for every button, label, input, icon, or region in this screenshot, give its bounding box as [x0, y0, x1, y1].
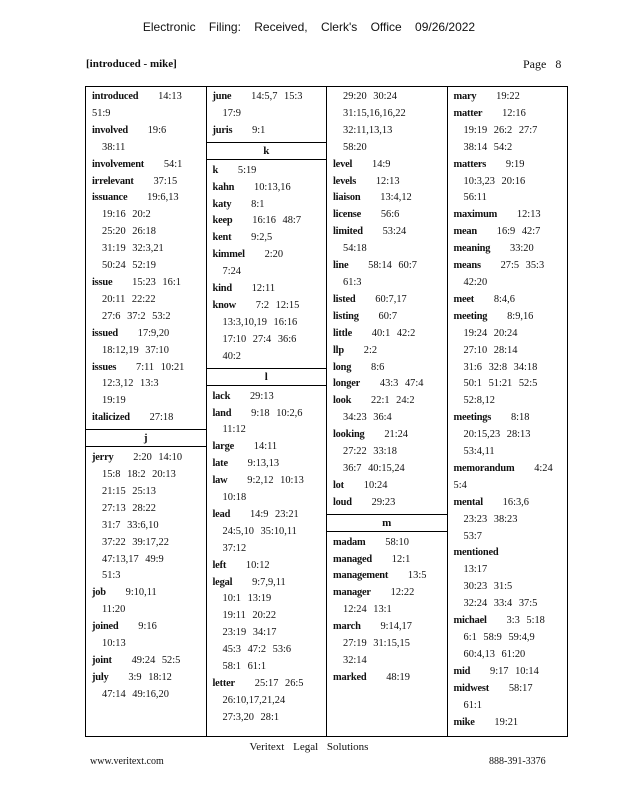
index-term: legal: [212, 576, 233, 588]
page-line-refs: 9:18 10:2,6: [231, 407, 303, 419]
page-line-refs: 8:1: [231, 198, 265, 210]
page-line-refs: 43:3 47:4: [360, 378, 424, 390]
page-line-refs: 9:1: [232, 124, 266, 136]
index-entry: [213, 89, 321, 123]
page-line-refs: 47:14 49:16,20: [102, 688, 169, 700]
index-entry: [213, 473, 321, 507]
index-term: mary: [453, 91, 477, 102]
index-entry: [454, 681, 562, 715]
index-entry: [92, 89, 200, 123]
index-term: loud: [333, 496, 352, 508]
index-term: little: [333, 327, 352, 339]
index-entry: [333, 376, 441, 393]
page-line-refs: 48:19: [366, 671, 410, 683]
page-line-refs: 11:12: [222, 424, 246, 436]
index-term: jerry: [92, 452, 114, 464]
index-term: mentioned: [453, 547, 499, 559]
page-line-refs: 12:3,12 13:3: [102, 378, 159, 390]
index-entry: [333, 552, 441, 569]
page-line-refs: 9:19: [486, 158, 525, 170]
index-entry: [92, 410, 200, 427]
page-line-refs: 27:10 28:14: [463, 344, 518, 356]
index-term: mean: [453, 226, 477, 238]
index-entry: [454, 292, 562, 309]
page-line-refs: 7:24: [222, 266, 241, 278]
page-line-refs: 13:3,10,19 16:16: [222, 316, 298, 328]
page-line-refs: 37:15: [133, 175, 178, 187]
index-entry: [92, 619, 200, 653]
index-term: lot: [333, 479, 344, 491]
page-line-refs: 21:15 25:13: [102, 485, 156, 497]
page-line-refs: 14:9: [352, 158, 391, 170]
index-entry: [333, 360, 441, 377]
index-entry: [213, 575, 321, 676]
page-line-refs: 38:11: [102, 141, 126, 153]
index-entry: [333, 326, 441, 343]
index-term: italicized: [92, 412, 130, 424]
page-line-refs: 10:13: [102, 638, 126, 650]
index-term: march: [333, 621, 361, 633]
page-line-refs: 3:9 18:12: [108, 671, 172, 683]
index-term: maximum: [453, 209, 498, 221]
index-entry: [92, 174, 200, 191]
page-line-refs: 58:17: [489, 682, 533, 694]
page-line-refs: 2:20 14:10: [113, 452, 183, 464]
index-entry: [92, 653, 200, 670]
page-line-refs: 14:13 51:9: [92, 91, 182, 119]
page-line-refs: 19:24 20:24: [463, 327, 518, 339]
index-entry: [454, 715, 562, 732]
page-line-refs: 6:1 58:9 59:4,9: [463, 632, 535, 643]
index-term: july: [92, 671, 109, 683]
index-entry: [213, 558, 321, 575]
page-line-refs: 9:7,9,11: [232, 576, 286, 588]
page-line-refs: 19:11 20:22: [222, 610, 277, 622]
index-term: kimmel: [212, 249, 245, 261]
page-line-refs: 32:11,13,13: [343, 124, 393, 136]
page-line-refs: 14:5,7 15:3: [231, 91, 303, 102]
index-term: matter: [453, 107, 483, 119]
index-entry: [92, 450, 200, 585]
index-entry: [92, 275, 200, 326]
page-line-refs: 7:11 10:21: [116, 361, 185, 373]
index-term: joint: [92, 655, 112, 666]
page-line-refs: 10:24: [343, 479, 388, 491]
page-line-refs: 11:20: [102, 604, 126, 616]
page-line-refs: 12:24 13:1: [343, 604, 392, 616]
index-term: june: [212, 91, 232, 102]
page-line-refs: 56:11: [463, 192, 487, 204]
page-line-refs: 31:7 33:6,10: [102, 519, 159, 531]
index-term: meaning: [453, 243, 491, 255]
section-letter: l: [207, 368, 327, 386]
page-line-refs: 33:20: [490, 243, 534, 255]
index-entry: [92, 670, 200, 704]
page-line-refs: 61:3: [343, 276, 362, 288]
index-entry: [333, 535, 441, 552]
index-entry: [92, 123, 200, 157]
index-term: llp: [333, 344, 344, 356]
index-entry: [333, 157, 441, 174]
page-line-refs: 40:2: [222, 350, 241, 362]
page-line-refs: 9:2,12 10:13: [227, 475, 304, 487]
page-line-refs: 19:6: [127, 124, 167, 136]
index-term: mid: [453, 665, 471, 677]
index-column-2: [206, 87, 327, 736]
page-line-refs: 10:3,23 20:16: [463, 175, 526, 187]
index-entry: [333, 343, 441, 360]
page-line-refs: 22:1 24:2: [351, 395, 415, 407]
index-term: katy: [212, 198, 232, 210]
index-term: meeting: [453, 310, 488, 322]
index-term: law: [212, 475, 228, 487]
page-line-refs: 2:2: [343, 344, 378, 356]
index-entry: [333, 670, 441, 687]
page-line-refs: 23:19 34:17: [222, 627, 277, 639]
page-line-refs: 17:9,20: [117, 327, 170, 339]
page-line-refs: 16:16 48:7: [232, 215, 302, 227]
index-term: mental: [453, 496, 483, 508]
page-line-refs: 27:22 33:18: [343, 446, 397, 458]
index-term: liaison: [333, 192, 361, 204]
page-line-refs: 8:4,6: [474, 293, 515, 305]
page-line-refs: 58:1 61:1: [222, 661, 267, 673]
index-entry: [454, 309, 562, 410]
page-line-refs: 32:24 33:4 37:5: [463, 598, 538, 610]
index-entry: [333, 174, 441, 191]
index-term: madam: [333, 536, 366, 548]
page-line-refs: 19:22: [476, 91, 520, 102]
index-entry: [333, 619, 441, 670]
index-range: [introduced - mike]: [86, 58, 177, 70]
page-line-refs: 58:14 60:7: [348, 260, 417, 272]
index-entry: [213, 456, 321, 473]
index-entry: [333, 292, 441, 309]
page-line-refs: 53:7: [463, 530, 482, 542]
page-line-refs: 7:2 12:15: [235, 299, 300, 311]
page-line-refs: 36:7 40:15,24: [343, 462, 405, 474]
page-line-refs: 27:5 35:3: [480, 260, 545, 272]
index-term: management: [333, 570, 389, 582]
page-line-refs: 21:24: [364, 429, 408, 441]
page-line-refs: 38:14 54:2: [463, 141, 513, 153]
footer-phone: 888-391-3376: [489, 756, 546, 767]
page-line-refs: 54:1: [144, 158, 183, 170]
page-line-refs: 18:12,19 37:10: [102, 344, 169, 356]
index-term: know: [212, 299, 236, 311]
page-line-refs: 12:22: [370, 587, 415, 599]
index-term: marked: [333, 671, 367, 683]
index-term: license: [333, 209, 362, 221]
page-line-refs: 14:11: [234, 441, 278, 453]
index-term: introduced: [92, 91, 139, 102]
page-line-refs: 8:9,16: [487, 310, 534, 322]
page-line-refs: 31:15,16,16,22: [343, 107, 406, 119]
index-term: manager: [333, 587, 371, 599]
index-entry: [333, 393, 441, 427]
page-line-refs: 19:6,13: [127, 192, 179, 204]
index-entry: [454, 495, 562, 546]
footer-company: Veritext Legal Solutions: [249, 741, 369, 753]
footer-website: www.veritext.com: [90, 756, 164, 767]
index-term: long: [333, 361, 352, 373]
page-line-refs: 19:16 20:2: [102, 209, 151, 221]
index-column-1: [86, 87, 206, 736]
page-line-refs: 54:18: [343, 243, 367, 255]
index-term: kent: [212, 232, 232, 244]
page-line-refs: 20:11 22:22: [102, 293, 156, 305]
page-line-refs: 25:20 26:18: [102, 226, 156, 238]
page-line-refs: 49:24 52:5: [111, 655, 181, 666]
page-line-refs: 58:10: [365, 536, 409, 548]
index-term: listing: [333, 310, 359, 322]
page-line-refs: 3:3 5:18: [486, 615, 545, 627]
page-line-refs: 8:6: [351, 361, 385, 373]
page-line-refs: 12:16: [482, 107, 526, 119]
page-line-refs: 61:1: [463, 699, 482, 711]
index-entry: [213, 123, 321, 140]
page-line-refs: 9:17 10:14: [470, 665, 539, 677]
index-entry: [454, 157, 562, 208]
page-line-refs: 5:19: [218, 164, 257, 176]
index-entry: [213, 213, 321, 230]
index-term: kind: [212, 283, 232, 295]
index-entry: [454, 106, 562, 157]
page-line-refs: 60:4,13 61:20: [463, 648, 526, 660]
page-line-refs: 16:9 42:7: [476, 226, 541, 238]
index-entry: [213, 389, 321, 406]
page-line-refs: 17:9: [222, 107, 241, 119]
page-line-refs: 19:19 26:2 27:7: [463, 124, 538, 136]
index-entry: [333, 585, 441, 619]
index-term: land: [212, 407, 232, 419]
page-line-refs: 8:18: [491, 412, 530, 424]
index-term: lack: [212, 390, 231, 402]
index-term: mike: [453, 716, 475, 728]
index-entry: [92, 190, 200, 275]
page-line-refs: 9:16: [118, 621, 157, 633]
index-entry: [454, 241, 562, 258]
index-term: issuance: [92, 192, 128, 204]
page-line-refs: 40:1 42:2: [352, 327, 416, 339]
index-entry: [213, 676, 321, 727]
index-entry: [213, 197, 321, 214]
page-line-refs: 20:15,23 28:13: [463, 429, 531, 441]
index-term: michael: [453, 615, 487, 627]
index-term: level: [333, 158, 353, 170]
index-entry: [333, 478, 441, 495]
index-entry: [454, 461, 562, 495]
index-entry: [454, 410, 562, 461]
index-entry: [454, 224, 562, 241]
index-entry: [454, 664, 562, 681]
index-entry: [213, 230, 321, 247]
index-entry: [213, 439, 321, 456]
index-entry: [213, 281, 321, 298]
index-term: longer: [333, 378, 361, 390]
index-term: involvement: [92, 158, 145, 170]
index-term: meetings: [453, 412, 492, 424]
index-term: lead: [212, 508, 231, 520]
index-entry: [213, 298, 321, 366]
page-line-refs: 56:6: [361, 209, 400, 221]
section-letter: k: [207, 142, 327, 160]
index-term: midwest: [453, 682, 490, 694]
index-term: issues: [92, 361, 117, 373]
page-line-refs: 9:14,17: [360, 621, 412, 633]
page-line-refs: 10:18: [222, 492, 247, 504]
index-term: joined: [92, 621, 119, 633]
index-entry: [333, 309, 441, 326]
page-line-refs: 50:1 51:21 52:5: [463, 378, 538, 390]
page-line-refs: 10:13,16: [234, 181, 291, 193]
page-line-refs: 26:10,17,21,24: [222, 694, 286, 706]
index-entry: [333, 89, 441, 157]
page-line-refs: 29:13: [230, 390, 274, 402]
index-entry: [92, 326, 200, 360]
page-line-refs: 30:23 31:5: [463, 581, 513, 593]
section-letter: m: [327, 514, 447, 532]
index-term: job: [92, 587, 106, 599]
page-line-refs: 9:10,11: [105, 587, 157, 599]
index-term: limited: [333, 226, 363, 238]
index-term: late: [212, 458, 228, 470]
index-term: look: [333, 395, 352, 407]
page-line-refs: 9:2,5: [231, 232, 273, 244]
page-line-refs: 37:22 39:17,22: [102, 536, 169, 548]
page-line-refs: 13:17: [463, 564, 488, 576]
index-term: levels: [333, 175, 357, 187]
page-line-refs: 27:3,20 28:1: [222, 711, 280, 723]
page-line-refs: 42:20: [463, 276, 488, 288]
index-entry: [454, 545, 562, 613]
index-term: keep: [212, 215, 233, 227]
section-letter: j: [86, 429, 206, 447]
index-column-4: [447, 87, 568, 736]
index-term: juris: [212, 124, 233, 136]
index-entry: [333, 224, 441, 258]
page-line-refs: 45:3 47:2 53:6: [222, 644, 292, 656]
page-line-refs: 9:13,13: [227, 458, 280, 470]
index-entry: [92, 360, 200, 411]
index-term: matters: [453, 158, 487, 170]
page-line-refs: 27:19 31:15,15: [343, 638, 410, 650]
word-index-grid: [85, 86, 568, 737]
index-term: k: [212, 164, 219, 176]
page-line-refs: 34:23 36:4: [343, 412, 392, 424]
index-term: issued: [92, 327, 118, 339]
page-line-refs: 47:13,17 49:9: [102, 553, 164, 565]
page-line-refs: 10:1 13:19: [222, 593, 272, 605]
page-line-refs: 27:13 28:22: [102, 502, 156, 514]
page-line-refs: 31:19 32:3,21: [102, 243, 164, 255]
index-entry: [454, 613, 562, 664]
page-line-refs: 51:3: [102, 570, 121, 582]
page-line-refs: 2:20: [244, 249, 284, 261]
page-line-refs: 4:24 5:4: [453, 462, 553, 491]
index-entry: [454, 89, 562, 106]
index-term: kahn: [212, 181, 235, 193]
page-line-refs: 12:1: [372, 553, 411, 565]
page-line-refs: 16:3,6: [482, 496, 529, 508]
index-entry: [213, 163, 321, 180]
page-line-refs: 29:20 30:24: [343, 91, 397, 102]
page-line-refs: 50:24 52:19: [102, 260, 156, 272]
page-line-refs: 53:24: [362, 226, 407, 238]
index-entry: [213, 507, 321, 558]
page-line-refs: 37:12: [222, 542, 247, 554]
index-term: line: [333, 260, 349, 272]
index-entry: [333, 427, 441, 478]
index-term: looking: [333, 429, 365, 441]
index-term: involved: [92, 124, 128, 136]
page-line-refs: 29:23: [351, 496, 396, 508]
page-line-refs: 60:7,17: [355, 293, 407, 305]
index-entry: [333, 258, 441, 292]
filing-stamp: Electronic Filing: Received, Clerk's Office 09/26/2022: [142, 20, 476, 34]
page-line-refs: 27:18: [129, 412, 174, 424]
page-line-refs: 17:10 27:4 36:6: [222, 333, 297, 345]
page-line-refs: 25:17 26:5: [234, 678, 304, 689]
page-line-refs: 12:11: [231, 283, 276, 295]
index-term: memorandum: [453, 462, 515, 474]
page-line-refs: 31:6 32:8 34:18: [463, 361, 538, 373]
page-line-refs: 13:5: [388, 570, 427, 582]
index-entry: [333, 495, 441, 512]
index-term: managed: [333, 553, 373, 565]
index-entry: [333, 207, 441, 224]
index-entry: [213, 406, 321, 440]
index-term: large: [212, 441, 235, 453]
page-line-refs: 32:14: [343, 655, 367, 666]
index-entry: [454, 207, 562, 224]
page-line-refs: 15:8 18:2 20:13: [102, 469, 176, 481]
page-line-refs: 23:23 38:23: [463, 513, 518, 525]
page-line-refs: 13:4,12: [360, 192, 412, 204]
index-term: issue: [92, 276, 113, 288]
index-term: left: [212, 559, 227, 571]
index-term: irrelevant: [92, 175, 134, 187]
index-entry: [454, 258, 562, 292]
index-column-3: [326, 87, 447, 736]
index-entry: [92, 585, 200, 619]
page-line-refs: 12:13: [356, 175, 400, 187]
index-entry: [92, 157, 200, 174]
page-line-refs: 52:8,12: [463, 395, 495, 407]
index-entry: [333, 568, 441, 585]
page-line-refs: 14:9 23:21: [230, 508, 299, 520]
page-line-refs: 60:7: [358, 310, 398, 322]
index-entry: [333, 190, 441, 207]
page-line-refs: 19:21: [474, 716, 519, 728]
index-term: meet: [453, 293, 475, 305]
page-line-refs: 10:12: [226, 559, 270, 571]
page-number: Page 8: [523, 57, 562, 71]
index-term: means: [453, 260, 481, 272]
page-line-refs: 24:5,10 35:10,11: [222, 525, 297, 537]
page-line-refs: 12:13: [497, 209, 541, 221]
index-term: listed: [333, 293, 356, 305]
index-term: letter: [212, 678, 235, 689]
index-entry: [213, 247, 321, 281]
page-line-refs: 53:4,11: [463, 446, 495, 458]
index-entry: [213, 180, 321, 197]
page-line-refs: 19:19: [102, 395, 126, 407]
page-line-refs: 15:23 16:1: [112, 276, 181, 288]
page-line-refs: 27:6 37:2 53:2: [102, 310, 171, 322]
page-line-refs: 58:20: [343, 141, 367, 153]
